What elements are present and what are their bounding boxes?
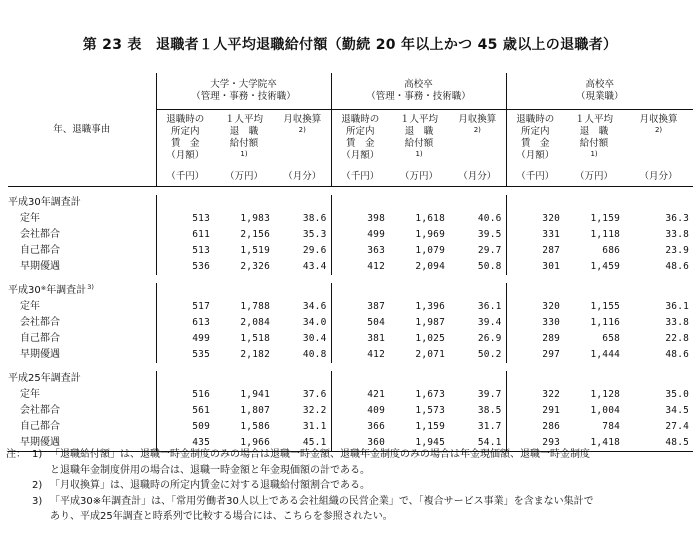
empty-cell — [156, 283, 214, 299]
footnotes — [6, 447, 696, 525]
subcolumn-header-line: 賃 金 — [170, 138, 200, 149]
footnote-ref: 2) — [654, 126, 663, 134]
value-cell: 27.4 — [665, 421, 690, 432]
section-spacer — [8, 275, 693, 283]
table-row — [8, 331, 693, 347]
footnote-text: 「月収換算」は、退職時の所定内賃金に対する退職給付額割合である。 — [50, 480, 370, 491]
value-cell: 38.5 — [477, 405, 502, 416]
value-cell: 2,182 — [240, 349, 270, 360]
value-cell: 2,094 — [415, 261, 446, 272]
subcolumn-header-line: （月額） — [516, 150, 555, 161]
footnote-ref: 1) — [590, 150, 598, 158]
unit-label: （月分） — [274, 168, 331, 187]
row-category: 定年 — [20, 213, 40, 224]
empty-cell — [564, 195, 624, 211]
value-cell: 1,118 — [590, 229, 621, 240]
empty-cell — [506, 283, 564, 299]
subcolumn-header-line: 給付額 — [579, 138, 609, 149]
table-row — [8, 347, 693, 363]
column-group-name: 大学・大学院卒 — [210, 79, 277, 90]
subcolumn-header — [214, 110, 274, 169]
value-cell: 320 — [506, 211, 564, 227]
subcolumn-header-line: 退 職 — [579, 126, 609, 137]
subcolumn-header-line: 退職時の — [516, 114, 555, 125]
subcolumn-header-line: 月収換算 — [283, 114, 322, 125]
table-row — [8, 227, 693, 243]
empty-cell — [449, 371, 506, 387]
unit-label: （千円） — [156, 168, 214, 187]
value-cell: 1,159 — [415, 421, 446, 432]
empty-cell — [564, 283, 624, 299]
column-group-header — [506, 73, 693, 110]
value-cell: 33.8 — [665, 229, 690, 240]
row-category: 早期優遇 — [20, 261, 60, 272]
value-cell: 360 — [331, 435, 389, 452]
value-cell: 658 — [602, 333, 621, 344]
empty-cell — [331, 371, 389, 387]
table-header — [8, 73, 693, 187]
value-cell: 45.1 — [274, 435, 331, 452]
row-category: 早期優遇 — [20, 349, 60, 360]
value-cell: 287 — [506, 243, 564, 259]
value-cell: 412 — [331, 347, 389, 363]
subcolumn-header-line: 退職時の — [166, 114, 205, 125]
empty-cell — [274, 195, 331, 211]
value-cell: 366 — [331, 419, 389, 435]
value-cell: 48.6 — [665, 261, 690, 272]
footnote-1-continuation — [6, 463, 696, 479]
value-cell: 34.0 — [302, 317, 327, 328]
value-cell: 33.8 — [665, 317, 690, 328]
empty-cell — [389, 371, 449, 387]
value-cell: 301 — [506, 259, 564, 275]
subcolumn-header-line: 給付額 — [404, 138, 434, 149]
value-cell: 2,156 — [240, 229, 270, 240]
footnote-text: 「平成30※年調査計」は、「常用労働者30人以上である会社組織の民営企業」で、「複合サービス事業」を含まない集計で — [50, 495, 594, 507]
value-cell: 35.3 — [302, 229, 327, 240]
footnote-ref: 2) — [298, 126, 306, 134]
value-cell: 1,941 — [240, 389, 270, 400]
unit-label: （千円） — [506, 168, 564, 187]
footnote-ref: 3) — [87, 283, 94, 291]
value-cell: 421 — [331, 387, 389, 403]
value-cell: 23.9 — [665, 245, 690, 256]
empty-cell — [449, 195, 506, 211]
subcolumn-header — [389, 110, 449, 169]
footnote-text: と退職年金制度併用の場合は、退職一時金額と年金現価額の計である。 — [50, 464, 370, 476]
value-cell: 513 — [156, 243, 214, 259]
table-row — [8, 419, 693, 435]
empty-cell — [214, 371, 274, 387]
value-cell: 330 — [506, 315, 564, 331]
subcolumn-header-line: １人平均 — [575, 114, 614, 125]
empty-cell — [624, 283, 693, 299]
unit-label: （万円） — [214, 168, 274, 187]
footnote-2 — [6, 478, 696, 494]
value-cell: 43.4 — [302, 261, 327, 272]
value-cell: 1,573 — [415, 405, 446, 416]
unit-label: （月分） — [449, 168, 506, 187]
subcolumn-header-line: 退職時の — [341, 114, 380, 125]
footnote-3-continuation — [6, 509, 696, 525]
value-cell: 686 — [602, 245, 621, 256]
subcolumn-header-line: 月収換算 — [458, 114, 497, 125]
value-cell: 363 — [331, 243, 389, 259]
value-cell: 536 — [156, 259, 214, 275]
value-cell: 1,116 — [590, 317, 621, 328]
section-spacer — [8, 187, 693, 196]
value-cell: 40.6 — [477, 213, 502, 224]
empty-cell — [449, 283, 506, 299]
value-cell: 31.7 — [477, 421, 502, 432]
value-cell: 1,987 — [415, 317, 446, 328]
footnote-number: 2) — [32, 480, 43, 491]
table-row — [8, 315, 693, 331]
subcolumn-header — [624, 110, 693, 169]
subcolumn-header — [274, 110, 331, 169]
row-category: 自己都合 — [20, 333, 60, 344]
value-cell: 499 — [156, 331, 214, 347]
subcolumn-header — [331, 110, 389, 169]
column-group-category: （管理・事務・技術職） — [366, 91, 471, 102]
column-group-name: 高校卒 — [585, 79, 615, 90]
value-cell: 297 — [506, 347, 564, 363]
value-cell: 398 — [331, 211, 389, 227]
value-cell: 1,444 — [590, 349, 621, 360]
section-header-row — [8, 195, 693, 211]
footnote-ref: 1) — [415, 150, 423, 158]
table-row — [8, 243, 693, 259]
section-label — [8, 195, 156, 211]
value-cell: 2,084 — [240, 317, 270, 328]
subcolumn-header-line: 退 職 — [229, 126, 259, 137]
subcolumn-header-line: 所定内 — [170, 126, 200, 137]
value-cell: 613 — [156, 315, 214, 331]
section-header-row — [8, 283, 693, 299]
value-cell: 1,788 — [240, 301, 270, 312]
value-cell: 611 — [156, 227, 214, 243]
column-group-category: （管理・事務・技術職） — [191, 91, 296, 102]
value-cell: 36.1 — [665, 301, 690, 312]
value-cell: 2,071 — [415, 349, 446, 360]
section-mark: ※ — [40, 284, 47, 292]
subcolumn-header — [506, 110, 564, 169]
value-cell: 48.6 — [665, 349, 690, 360]
row-category: 自己都合 — [20, 421, 60, 432]
value-cell: 1,128 — [590, 389, 621, 400]
value-cell: 29.7 — [477, 245, 502, 256]
value-cell: 516 — [156, 387, 214, 403]
value-cell: 1,079 — [415, 245, 446, 256]
subcolumn-header — [449, 110, 506, 169]
value-cell: 2,326 — [240, 261, 270, 272]
column-group-category: （現業職） — [576, 91, 624, 102]
footnote-number: 3) — [32, 495, 43, 507]
value-cell: 535 — [156, 347, 214, 363]
value-cell: 54.1 — [449, 435, 506, 452]
section-spacer — [8, 363, 693, 371]
value-cell: 320 — [506, 299, 564, 315]
value-cell: 1,945 — [389, 435, 449, 452]
row-category: 定年 — [20, 301, 40, 312]
empty-cell — [331, 283, 389, 299]
unit-label: （月分） — [624, 168, 693, 187]
value-cell: 1,519 — [240, 245, 270, 256]
empty-cell — [506, 195, 564, 211]
subcolumn-header-line: 給付額 — [229, 138, 259, 149]
table-row — [8, 211, 693, 227]
value-cell: 504 — [331, 315, 389, 331]
subcolumn-header-line: （月額） — [166, 150, 205, 161]
value-cell: 387 — [331, 299, 389, 315]
value-cell: 1,518 — [240, 333, 270, 344]
value-cell: 409 — [331, 403, 389, 419]
value-cell: 29.6 — [302, 245, 327, 256]
value-cell: 331 — [506, 227, 564, 243]
value-cell: 1,966 — [214, 435, 274, 452]
empty-cell — [624, 371, 693, 387]
value-cell: 36.3 — [665, 213, 690, 224]
subcolumn-header-line: 所定内 — [521, 126, 550, 137]
column-group-name: 高校卒 — [404, 79, 433, 90]
value-cell: 1,004 — [590, 405, 621, 416]
value-cell: 1,983 — [240, 213, 270, 224]
row-category: 定年 — [20, 389, 40, 400]
value-cell: 22.8 — [665, 333, 690, 344]
value-cell: 1,418 — [564, 435, 624, 452]
footnote-1 — [6, 447, 696, 463]
table-row — [8, 259, 693, 275]
value-cell: 381 — [331, 331, 389, 347]
row-category: 自己都合 — [20, 245, 60, 256]
value-cell: 1,673 — [415, 389, 446, 400]
row-header-label: 年、退職事由 — [8, 73, 156, 187]
empty-cell — [214, 283, 274, 299]
row-category: 会社都合 — [20, 229, 60, 240]
document-title: 第 23 表 退職者１人平均退職給付額（勤続 20 年以上かつ 45 歳以上の退職者） — [82, 37, 618, 53]
subcolumn-header-line: （月額） — [341, 150, 380, 161]
value-cell: 322 — [506, 387, 564, 403]
empty-cell — [331, 195, 389, 211]
value-cell: 1,807 — [240, 405, 270, 416]
empty-cell — [389, 195, 449, 211]
value-cell: 31.1 — [302, 421, 327, 432]
empty-cell — [214, 195, 274, 211]
empty-cell — [274, 283, 331, 299]
subcolumn-header-line: １人平均 — [224, 114, 263, 125]
value-cell: 286 — [506, 419, 564, 435]
section-label-text: 平成30 — [8, 285, 41, 296]
value-cell: 1,025 — [415, 333, 446, 344]
column-group-header — [331, 73, 506, 110]
value-cell: 517 — [156, 299, 214, 315]
value-cell: 32.2 — [302, 405, 327, 416]
footnote-text: 「退職給付額」は、退職一時金制度のみの場合は退職一時金額、退職年金制度のみの場合は年金現価額、退職一時金制度 — [50, 449, 590, 460]
empty-cell — [624, 195, 693, 211]
value-cell: 39.4 — [477, 317, 502, 328]
unit-label: （千円） — [331, 168, 389, 187]
value-cell: 1,155 — [590, 301, 621, 312]
unit-label: （万円） — [389, 168, 449, 187]
value-cell: 1,396 — [415, 301, 446, 312]
value-cell: 26.9 — [477, 333, 502, 344]
footnote-prefix: 注： — [6, 449, 26, 460]
subcolumn-header-line: 賃 金 — [346, 138, 375, 149]
value-cell: 48.5 — [624, 435, 693, 452]
value-cell: 1,586 — [240, 421, 270, 432]
table-body — [8, 187, 693, 452]
empty-cell — [274, 371, 331, 387]
value-cell: 1,618 — [415, 213, 446, 224]
section-label-suffix: 年調査計 — [46, 285, 87, 296]
footnote-text: あり、平成25年調査と時系列で比較する場合には、こちらを参照されたい。 — [50, 511, 393, 522]
row-category: 早期優遇 — [8, 435, 156, 452]
header-row-groups — [8, 73, 693, 110]
value-cell: 509 — [156, 419, 214, 435]
section-label-text: 平成30年調査計 — [8, 197, 81, 208]
retirement-benefit-table — [8, 73, 693, 452]
subcolumn-header-line: 月収換算 — [639, 114, 678, 125]
section-label — [8, 371, 156, 387]
value-cell: 412 — [331, 259, 389, 275]
footnote-number: 1) — [32, 449, 43, 460]
table-row — [8, 387, 693, 403]
row-category: 会社都合 — [20, 405, 60, 416]
empty-cell — [156, 371, 214, 387]
value-cell: 291 — [506, 403, 564, 419]
value-cell: 50.8 — [477, 261, 502, 272]
value-cell: 34.6 — [302, 301, 327, 312]
table-row — [8, 403, 693, 419]
value-cell: 34.5 — [665, 405, 690, 416]
subcolumn-header — [564, 110, 624, 169]
subcolumn-header — [156, 110, 214, 169]
subcolumn-header-line: １人平均 — [400, 114, 439, 125]
value-cell: 784 — [602, 421, 621, 432]
footnote-ref: 2) — [473, 126, 481, 134]
subcolumn-header-line: 賃 金 — [521, 138, 550, 149]
table-row — [8, 299, 693, 315]
value-cell: 38.6 — [302, 213, 327, 224]
footnote-ref: 1) — [240, 150, 248, 158]
value-cell: 293 — [506, 435, 564, 452]
value-cell: 1,969 — [415, 229, 446, 240]
empty-cell — [389, 283, 449, 299]
value-cell: 40.8 — [302, 349, 327, 360]
value-cell: 435 — [156, 435, 214, 452]
subcolumn-header-line: 所定内 — [346, 126, 375, 137]
value-cell: 50.2 — [477, 349, 502, 360]
value-cell: 289 — [506, 331, 564, 347]
empty-cell — [506, 371, 564, 387]
section-label-text: 平成25年調査計 — [8, 373, 81, 384]
value-cell: 1,459 — [590, 261, 621, 272]
value-cell: 36.1 — [477, 301, 502, 312]
column-group-header — [156, 73, 331, 110]
subcolumn-header-line: 退 職 — [404, 126, 434, 137]
value-cell: 35.0 — [665, 389, 690, 400]
row-category: 会社都合 — [20, 317, 60, 328]
footnote-3 — [6, 494, 696, 510]
section-label — [8, 283, 156, 299]
value-cell: 561 — [156, 403, 214, 419]
empty-cell — [564, 371, 624, 387]
value-cell: 499 — [331, 227, 389, 243]
value-cell: 513 — [156, 211, 214, 227]
value-cell: 39.5 — [477, 229, 502, 240]
value-cell: 39.7 — [477, 389, 502, 400]
unit-label: （万円） — [564, 168, 624, 187]
value-cell: 1,159 — [590, 213, 621, 224]
empty-cell — [156, 195, 214, 211]
value-cell: 37.6 — [302, 389, 327, 400]
value-cell: 30.4 — [302, 333, 327, 344]
section-header-row — [8, 371, 693, 387]
